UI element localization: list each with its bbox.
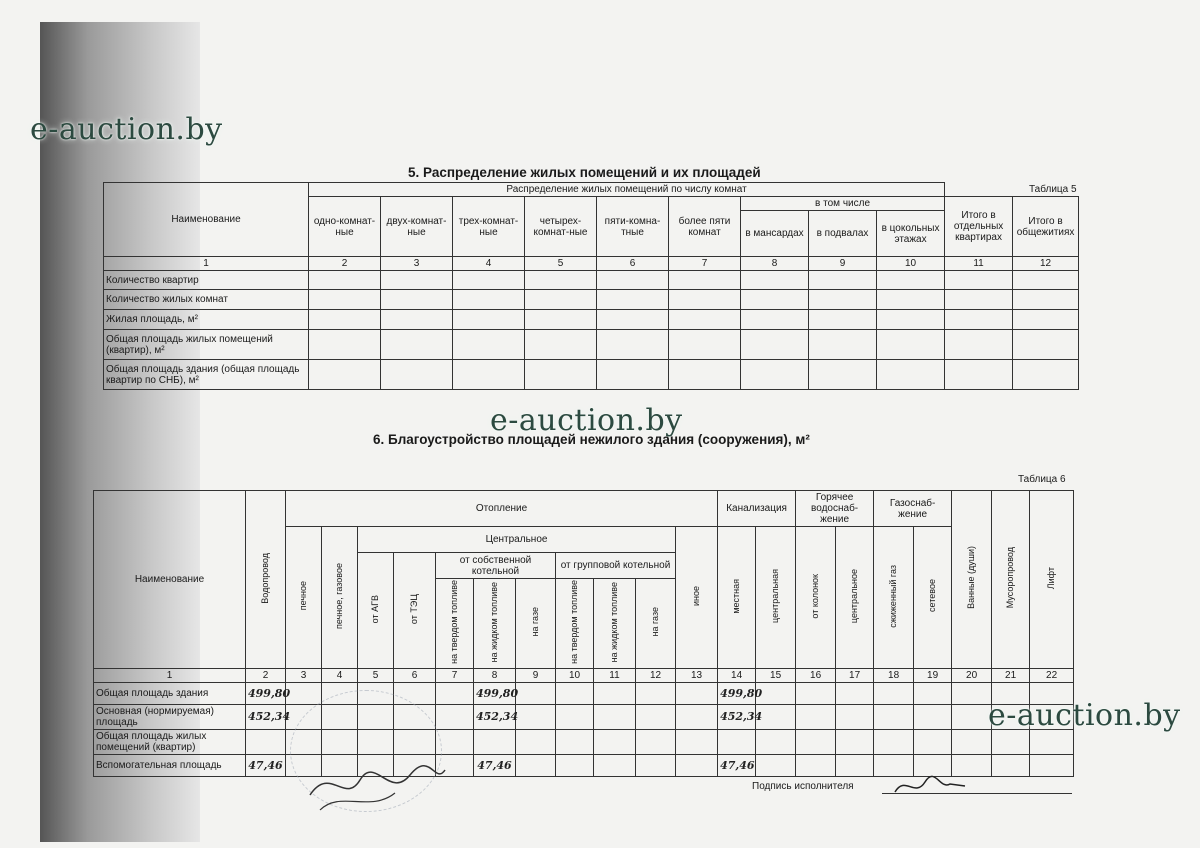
t6-h-sewer: Канализация [718, 491, 796, 527]
t5-num-row [104, 257, 1079, 271]
t5-h-1: одно-комнат-ные [309, 197, 381, 257]
t6-label: Таблица 6 [1018, 474, 1066, 485]
t5-h-5: пяти-комна-тные [597, 197, 669, 257]
t6-row-label: Вспомогательная площадь [94, 754, 246, 776]
t6-h-column: от колонок [810, 573, 821, 619]
t6-num: 18 [874, 668, 914, 682]
table5-title: 5. Распределение жилых помещений и их площадей [408, 165, 761, 180]
t5-row-label: Количество жилых комнат [104, 290, 309, 310]
t6-water-value: 499,80 [246, 682, 286, 704]
t5-num: 12 [1013, 257, 1079, 271]
t6-h-gas: на газе [530, 607, 540, 637]
t6-h-group: от групповой котельной [556, 553, 676, 579]
t5-num: 9 [809, 257, 877, 271]
t6-h-bath: Ванные (души) [966, 546, 977, 610]
table-row [104, 290, 1079, 310]
t6-num: 14 [718, 668, 756, 682]
table5 [103, 182, 1079, 390]
table-row [104, 271, 1079, 290]
t6-h-central: Центральное [358, 527, 676, 553]
table-row [104, 310, 1079, 330]
t6-h-lift: Лифт [1046, 566, 1057, 590]
t6-col-name: Наименование [94, 491, 246, 669]
t5-num: 8 [741, 257, 809, 271]
t6-h-heating: Отопление [286, 491, 718, 527]
t6-num-row [94, 668, 1074, 682]
t5-num: 4 [453, 257, 525, 271]
t6-h-centr: центральная [770, 568, 781, 623]
t6-num: 8 [474, 668, 516, 682]
t6-num: 9 [516, 668, 556, 682]
t5-h-4: четырех-комнат-ные [525, 197, 597, 257]
t6-h-own: от собственной котельной [436, 553, 556, 579]
handwritten-signature [300, 755, 450, 815]
t5-num: 2 [309, 257, 381, 271]
t6-num: 17 [836, 668, 874, 682]
t5-num: 1 [104, 257, 309, 271]
t6-h-local: местная [731, 578, 742, 614]
t6-row-label: Основная (нормируемая) площадь [94, 704, 246, 729]
t6-water-value: 452,34 [246, 704, 286, 729]
signature-label: Подпись исполнителя [752, 781, 854, 792]
t6-h-liquid: на жидком топливе [489, 581, 499, 663]
watermark: e-auction.by [490, 403, 683, 438]
t5-row-label: Жилая площадь, м² [104, 310, 309, 330]
t6-h-gasstove: печное, газовое [334, 562, 344, 629]
t6-num: 3 [286, 668, 322, 682]
t5-num: 10 [877, 257, 945, 271]
t5-num: 5 [525, 257, 597, 271]
t6-num: 6 [394, 668, 436, 682]
t5-subgroup: в том числе [741, 197, 945, 211]
t6-h-gassupply: Газоснаб-жение [874, 491, 952, 527]
t6-num: 11 [594, 668, 636, 682]
t6-h-garbage: Мусоропровод [1005, 547, 1016, 609]
t6-h-agv: от АГВ [370, 594, 380, 624]
t5-col-name: Наименование [104, 183, 309, 257]
table-row [94, 729, 1074, 754]
t5-num: 6 [597, 257, 669, 271]
t5-num: 11 [945, 257, 1013, 271]
table6-title: 6. Благоустройство площадей нежилого здания (сооружения), м² [373, 432, 810, 447]
t5-h-10: Итого в отдельных квартирах [945, 197, 1013, 257]
t6-row-label: Общая площадь здания [94, 682, 246, 704]
t6-num: 16 [796, 668, 836, 682]
t5-h-8: в подвалах [809, 211, 877, 257]
t6-num: 4 [322, 668, 358, 682]
t5-h-3: трех-комнат-ные [453, 197, 525, 257]
t6-h-lpg: сжиженный газ [888, 564, 899, 628]
t6-liquid-value: 452,34 [474, 704, 516, 729]
t6-num: 13 [676, 668, 718, 682]
t5-h-9: в цокольных этажах [877, 211, 945, 257]
t6-num: 12 [636, 668, 676, 682]
t6-local-value: 452,34 [718, 704, 756, 729]
t6-water-value [246, 729, 286, 754]
table6 [93, 490, 1074, 777]
t6-local-value: 47,46 [718, 754, 756, 776]
watermark: e-auction.by [988, 698, 1181, 733]
t6-liquid-value: 47,46 [474, 754, 516, 776]
table-row [94, 682, 1074, 704]
t6-h-net: сетевое [927, 579, 938, 613]
t6-h-gas: на газе [650, 607, 660, 637]
t6-local-value: 499,80 [718, 682, 756, 704]
t6-num: 20 [952, 668, 992, 682]
table-row [94, 704, 1074, 729]
t6-h-hotwater: Горячее водоснаб-жение [796, 491, 874, 527]
t6-num: 22 [1030, 668, 1074, 682]
t6-num: 5 [358, 668, 394, 682]
t6-water-value: 47,46 [246, 754, 286, 776]
t6-num: 21 [992, 668, 1030, 682]
t6-h-stove: печное [298, 581, 308, 611]
table-row [104, 330, 1079, 360]
t6-num: 7 [436, 668, 474, 682]
t5-row-label: Общая площадь жилых помещений (квартир), м² [104, 330, 309, 360]
t6-h-water: Водопровод [260, 552, 270, 604]
t6-num: 10 [556, 668, 594, 682]
t5-group-header: Распределение жилых помещений по числу комнат [309, 183, 945, 197]
t6-liquid-value: 499,80 [474, 682, 516, 704]
t5-h-6: более пяти комнат [669, 197, 741, 257]
t6-liquid-value [474, 729, 516, 754]
executor-signature [890, 770, 970, 800]
t6-h-liquid: на жидком топливе [609, 581, 619, 663]
t6-h-tec: от ТЭЦ [409, 593, 419, 624]
t6-local-value [718, 729, 756, 754]
t5-h-2: двух-комнат-ные [381, 197, 453, 257]
t5-row-label: Количество квартир [104, 271, 309, 290]
t6-h-centr2: центральное [849, 568, 860, 623]
t5-row-label: Общая площадь здания (общая площадь квартир по СНБ), м² [104, 360, 309, 390]
t6-num: 15 [756, 668, 796, 682]
t6-h-solid: на твердом топливе [569, 580, 579, 664]
watermark: e-auction.by [30, 112, 223, 147]
t5-h-11: Итого в общежитиях [1013, 197, 1079, 257]
t5-num: 3 [381, 257, 453, 271]
table-row [104, 360, 1079, 390]
t5-label: Таблица 5 [945, 183, 1079, 197]
t6-num: 19 [914, 668, 952, 682]
t6-num: 1 [94, 668, 246, 682]
t6-num: 2 [246, 668, 286, 682]
t6-h-other: иное [691, 585, 702, 606]
t6-row-label: Общая площадь жилых помещений (квартир) [94, 729, 246, 754]
t5-h-7: в мансардах [741, 211, 809, 257]
t6-h-solid: на твердом топливе [449, 580, 459, 664]
t5-num: 7 [669, 257, 741, 271]
